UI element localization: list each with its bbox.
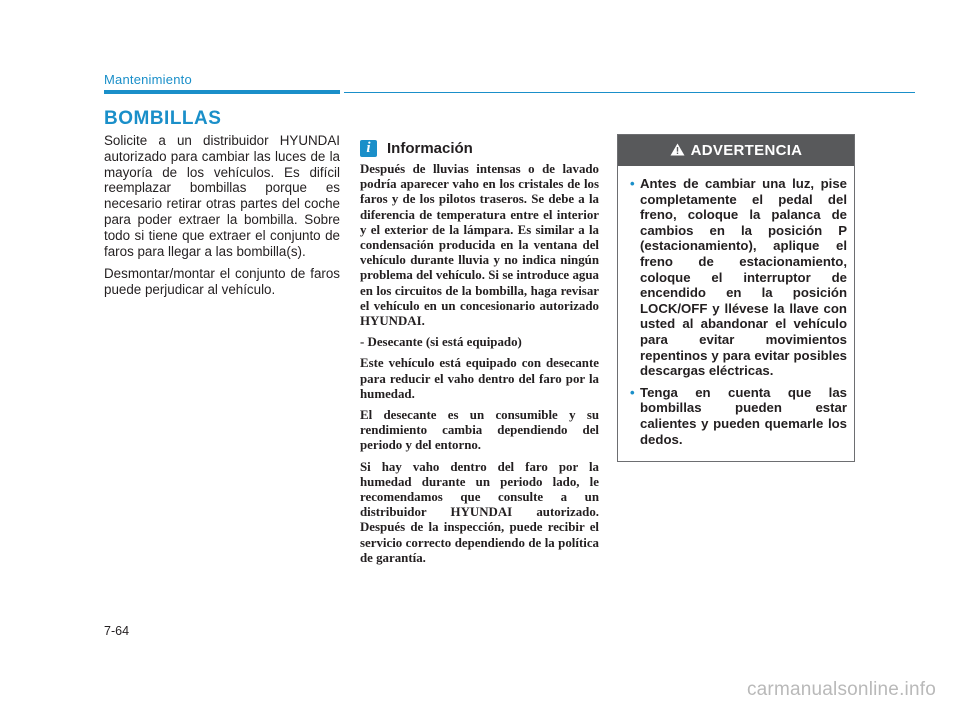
paragraph: Si hay vaho dentro del faro por la humedad durante un periodo lado, le recomendamos que consulte a un distribuidor HYUNDAI autorizado. Después de la inspección, puede recibir el servicio correcto dependiendo de la política de garantía. <box>360 459 599 565</box>
info-header <box>360 137 599 159</box>
page-number: 7-64 <box>104 624 130 638</box>
paragraph: El desecante es un consumible y su rendimiento cambia dependiendo del periodo y del entorno. <box>360 408 599 453</box>
page-title: BOMBILLAS <box>104 108 222 129</box>
paragraph: Desmontar/montar el conjunto de faros puede perjudicar al vehículo. <box>104 266 340 298</box>
paragraph: - Desecante (si está equipado) <box>360 335 522 350</box>
warning-title: ADVERTENCIA <box>690 142 803 159</box>
warning-item-text: Tenga en cuenta que las bombillas pueden estar calientes y pueden quemarle los dedos. <box>640 384 847 447</box>
warning-box <box>617 134 855 462</box>
info-section <box>360 137 599 572</box>
warning-header <box>618 135 854 166</box>
warning-triangle-icon <box>670 143 685 159</box>
info-icon: i <box>360 140 377 157</box>
list-item <box>630 385 847 447</box>
paragraph: Solicite a un distribuidor HYUNDAI autorizado para cambiar las luces de la mayoría de los vehículos. Es difícil reemplazar bombillas porque es necesario retirar otras partes del coche para poder extraer la bombilla. Sobre todo si tiene que extraer el conjunto de faros para llegar a las bombilla(s). <box>104 133 340 259</box>
list-item <box>630 176 847 379</box>
bullet-icon: • <box>630 384 635 400</box>
warning-item-text: Antes de cambiar una luz, pise completamente el pedal del freno, coloque la palanca de cambios en la posición P (estacionamiento), aplique el freno de estacionamiento, coloque el interruptor de encendido en la posición LOCK/OFF y llévese la llave con usted al abandonar el vehículo para evitar movimientos repentinos y para evitar posibles descargas eléctricas. <box>640 176 847 379</box>
paragraph: Después de lluvias intensas o de lavado podría aparecer vaho en los cristales de los faros y de los pilotos traseros. Se debe a la diferencia de temperatura entre el interior y el exterior de la lámpara. Es similar a la condensación producida en la ventana del vehículo durante lluvia y no indica ningún problema del vehículo. Si se introduce agua en los circuitos de la bombilla, haga revisar el vehículo en un concesionario autorizado HYUNDAI. <box>360 162 599 329</box>
info-body <box>360 162 599 566</box>
bullet-icon: • <box>630 176 635 191</box>
info-title: Información <box>387 139 473 157</box>
header-rule-thin <box>344 92 915 93</box>
warning-list <box>618 166 854 447</box>
watermark: carmanualsonline.info <box>746 679 936 700</box>
paragraph: Este vehículo está equipado con desecante para reducir el vaho dentro del faro por la humedad. <box>360 356 599 401</box>
column-1-text <box>104 133 340 305</box>
section-label: Mantenimiento <box>104 72 192 87</box>
header-rule-thick <box>104 90 340 94</box>
